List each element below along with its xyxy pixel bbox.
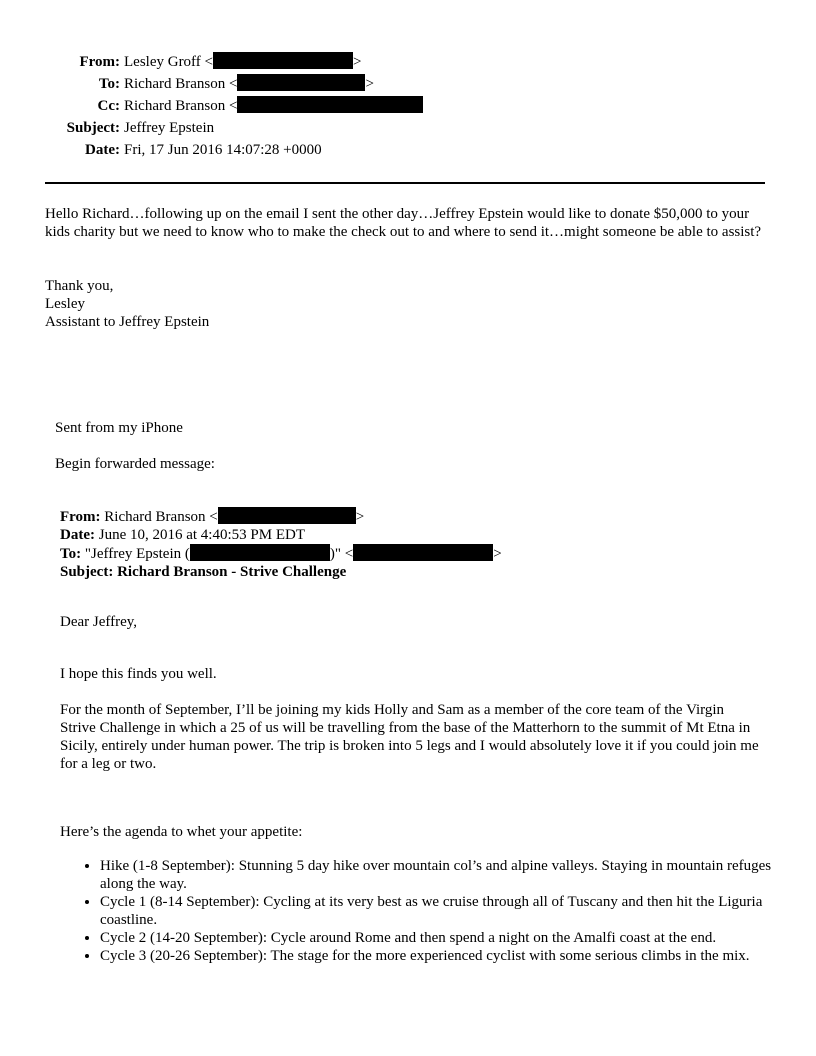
header-cc-value: Richard Branson < xyxy=(124,98,238,114)
header-to-row xyxy=(0,74,374,94)
agenda-item-cycle-3: • Cycle 3 (20-26 September): The stage for the more experienced cyclist with some serious climbs in the mix. xyxy=(100,947,800,965)
agenda-intro: Here’s the agenda to whet your appetite: xyxy=(60,824,303,840)
forwarded-from-close: > xyxy=(355,509,365,525)
agenda-item-hike: • Hike (1-8 September): Stunning 5 day hike over mountain col’s and alpine valleys. Staying in mountain refuges along the way. xyxy=(100,857,800,893)
forwarded-header xyxy=(60,507,580,581)
redacted-forwarded-to-email xyxy=(353,544,493,561)
header-to-label: To: xyxy=(98,76,120,92)
body-paragraph: Hello Richard…following up on the email I sent the other day…Jeffrey Epstein would like to donate $50,000 to your kids charity but we need to know who to make the check out to and where to send it…might someone be able to assist? xyxy=(45,206,762,240)
header-date-row xyxy=(0,140,360,160)
forwarded-to-label: To: xyxy=(60,546,82,562)
signature-title: Assistant to Jeffrey Epstein xyxy=(45,314,210,330)
forwarded-to-close: > xyxy=(493,546,502,562)
redacted-from-email xyxy=(213,52,353,69)
forwarded-greeting: Dear Jeffrey, xyxy=(60,614,138,630)
forwarded-subject-row xyxy=(60,563,580,581)
agenda-list xyxy=(60,857,800,965)
header-cc-row xyxy=(0,96,440,116)
signature-block xyxy=(45,277,445,331)
header-divider xyxy=(45,182,765,184)
redacted-to-email xyxy=(237,74,365,91)
forwarded-to-value: "Jeffrey Epstein ( xyxy=(81,546,190,562)
forwarded-date-value: June 10, 2016 at 4:40:53 PM EDT xyxy=(94,527,305,543)
forwarded-date-row xyxy=(60,526,580,544)
header-from-close: > xyxy=(353,54,362,70)
signature-name: Lesley xyxy=(45,296,85,312)
sent-from-note: Sent from my iPhone xyxy=(55,420,183,436)
header-date-value: Fri, 17 Jun 2016 14:07:28 +0000 xyxy=(124,142,322,158)
header-from-row xyxy=(0,52,360,72)
forwarded-paragraph: For the month of September, I’ll be joining my kids Holly and Sam as a member of the core team of the Virgin Strive Challenge in which a 25 of us will be travelling from the base of the Matterhorn to the summit of Mt Etna in Sicily, entirely under human power. The trip is broken into 5 legs and I would absolutely love it if you could join me for a leg or two. xyxy=(60,702,759,772)
header-to-close: > xyxy=(365,76,374,92)
begin-forwarded-note: Begin forwarded message: xyxy=(55,456,215,472)
forwarded-subject-value: Richard Branson - Strive Challenge xyxy=(113,564,347,580)
forwarded-from-value: Richard Branson < xyxy=(100,509,218,525)
forwarded-opening: I hope this finds you well. xyxy=(60,666,217,682)
header-subject-row xyxy=(0,118,360,138)
header-from-label: From: xyxy=(79,54,120,70)
redacted-cc-email xyxy=(237,96,423,113)
forwarded-subject-label: Subject: xyxy=(60,564,114,580)
header-subject-value: Jeffrey Epstein xyxy=(124,120,215,136)
header-from-value: Lesley Groff < xyxy=(124,54,213,70)
redacted-forwarded-to-name xyxy=(190,544,330,561)
header-date-label: Date: xyxy=(85,142,120,158)
header-to-value: Richard Branson < xyxy=(124,76,238,92)
agenda-item-cycle-1: • Cycle 1 (8-14 September): Cycling at its very best as we cruise through all of Tuscany and then hit the Liguria coastline. xyxy=(100,893,800,929)
forwarded-to-row xyxy=(60,544,580,563)
forwarded-from-label: From: xyxy=(60,509,101,525)
forwarded-from-row xyxy=(60,507,580,526)
forwarded-to-mid: )" < xyxy=(329,546,354,562)
forwarded-date-label: Date: xyxy=(60,527,95,543)
header-subject-label: Subject: xyxy=(66,120,120,136)
redacted-forwarded-from-email xyxy=(218,507,356,524)
signature-closing: Thank you, xyxy=(45,278,114,294)
agenda-item-cycle-2: • Cycle 2 (14-20 September): Cycle around Rome and then spend a night on the Amalfi coast at the end. xyxy=(100,929,800,947)
header-cc-label: Cc: xyxy=(97,98,120,114)
